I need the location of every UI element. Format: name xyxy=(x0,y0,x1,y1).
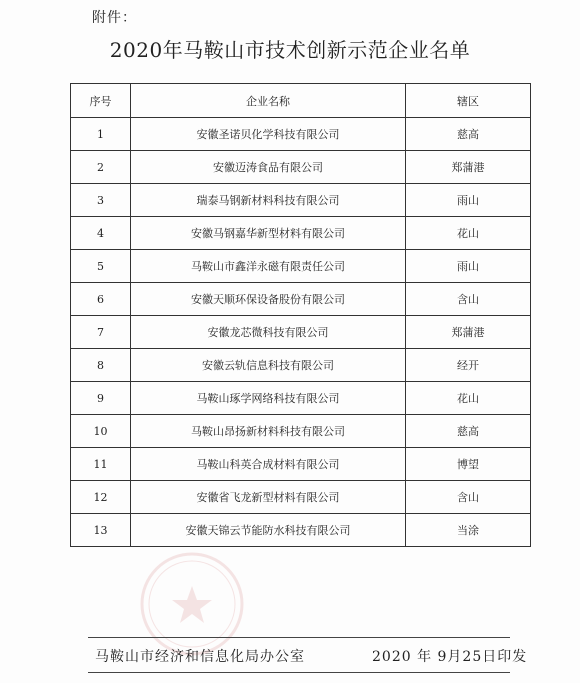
company-name-cell: 马鞍山琢学网络科技有限公司 xyxy=(131,382,406,415)
district-cell: 含山 xyxy=(406,481,531,514)
row-index-cell: 11 xyxy=(71,448,131,481)
footer-top-rule xyxy=(88,637,510,638)
district-cell: 郑蒲港 xyxy=(406,316,531,349)
table-row xyxy=(71,349,531,382)
table-row xyxy=(71,514,531,547)
document-title: 2020年马鞍山市技术创新示范企业名单 xyxy=(109,38,471,62)
table-row xyxy=(71,118,531,151)
seal-stamp-icon xyxy=(112,548,272,660)
district-cell: 雨山 xyxy=(406,184,531,217)
company-name-cell: 安徽龙芯微科技有限公司 xyxy=(131,316,406,349)
district-cell: 经开 xyxy=(406,349,531,382)
enterprise-table xyxy=(70,83,531,547)
district-cell: 慈高 xyxy=(406,415,531,448)
district-cell: 慈高 xyxy=(406,118,531,151)
company-name-cell: 安徽省飞龙新型材料有限公司 xyxy=(131,481,406,514)
company-name-cell: 安徽迈涛食品有限公司 xyxy=(131,151,406,184)
table-body xyxy=(71,118,531,547)
row-index-cell: 8 xyxy=(71,349,131,382)
row-index-cell: 5 xyxy=(71,250,131,283)
company-name-cell: 瑞泰马钢新材料科技有限公司 xyxy=(131,184,406,217)
company-name-cell: 安徽云轨信息科技有限公司 xyxy=(131,349,406,382)
company-name-cell: 安徽天顺环保设备股份有限公司 xyxy=(131,283,406,316)
table-row xyxy=(71,151,531,184)
table-row xyxy=(71,448,531,481)
district-cell: 花山 xyxy=(406,217,531,250)
table-row xyxy=(71,382,531,415)
row-index-cell: 12 xyxy=(71,481,131,514)
table-row xyxy=(71,415,531,448)
company-name-cell: 马鞍山科英合成材料有限公司 xyxy=(131,448,406,481)
row-index-cell: 2 xyxy=(71,151,131,184)
district-cell: 雨山 xyxy=(406,250,531,283)
table-row xyxy=(71,184,531,217)
header-district: 辖区 xyxy=(406,84,531,118)
table-row xyxy=(71,217,531,250)
seal-star xyxy=(172,586,212,623)
table-row xyxy=(71,283,531,316)
table-header-row xyxy=(71,84,531,118)
row-index-cell: 4 xyxy=(71,217,131,250)
company-name-cell: 安徽马钢嘉华新型材料有限公司 xyxy=(131,217,406,250)
district-cell: 当涂 xyxy=(406,514,531,547)
district-cell: 含山 xyxy=(406,283,531,316)
company-name-cell: 马鞍山昂扬新材料科技有限公司 xyxy=(131,415,406,448)
header-index: 序号 xyxy=(71,84,131,118)
row-index-cell: 3 xyxy=(71,184,131,217)
header-company-name: 企业名称 xyxy=(131,84,406,118)
table-row xyxy=(71,250,531,283)
company-name-cell: 马鞍山市鑫洋永磁有限责任公司 xyxy=(131,250,406,283)
footer-date: 2020 年 9月25日印发 xyxy=(372,649,528,665)
footer-bottom-rule xyxy=(88,672,510,673)
district-cell: 花山 xyxy=(406,382,531,415)
district-cell: 博望 xyxy=(406,448,531,481)
table-row xyxy=(71,316,531,349)
footer-issuer: 马鞍山市经济和信息化局办公室 xyxy=(95,649,305,665)
row-index-cell: 6 xyxy=(71,283,131,316)
district-cell: 郑蒲港 xyxy=(406,151,531,184)
company-name-cell: 安徽天锦云节能防水科技有限公司 xyxy=(131,514,406,547)
row-index-cell: 7 xyxy=(71,316,131,349)
row-index-cell: 9 xyxy=(71,382,131,415)
row-index-cell: 10 xyxy=(71,415,131,448)
table-row xyxy=(71,481,531,514)
company-name-cell: 安徽圣诺贝化学科技有限公司 xyxy=(131,118,406,151)
row-index-cell: 13 xyxy=(71,514,131,547)
row-index-cell: 1 xyxy=(71,118,131,151)
attachment-label: 附件： xyxy=(92,10,137,26)
